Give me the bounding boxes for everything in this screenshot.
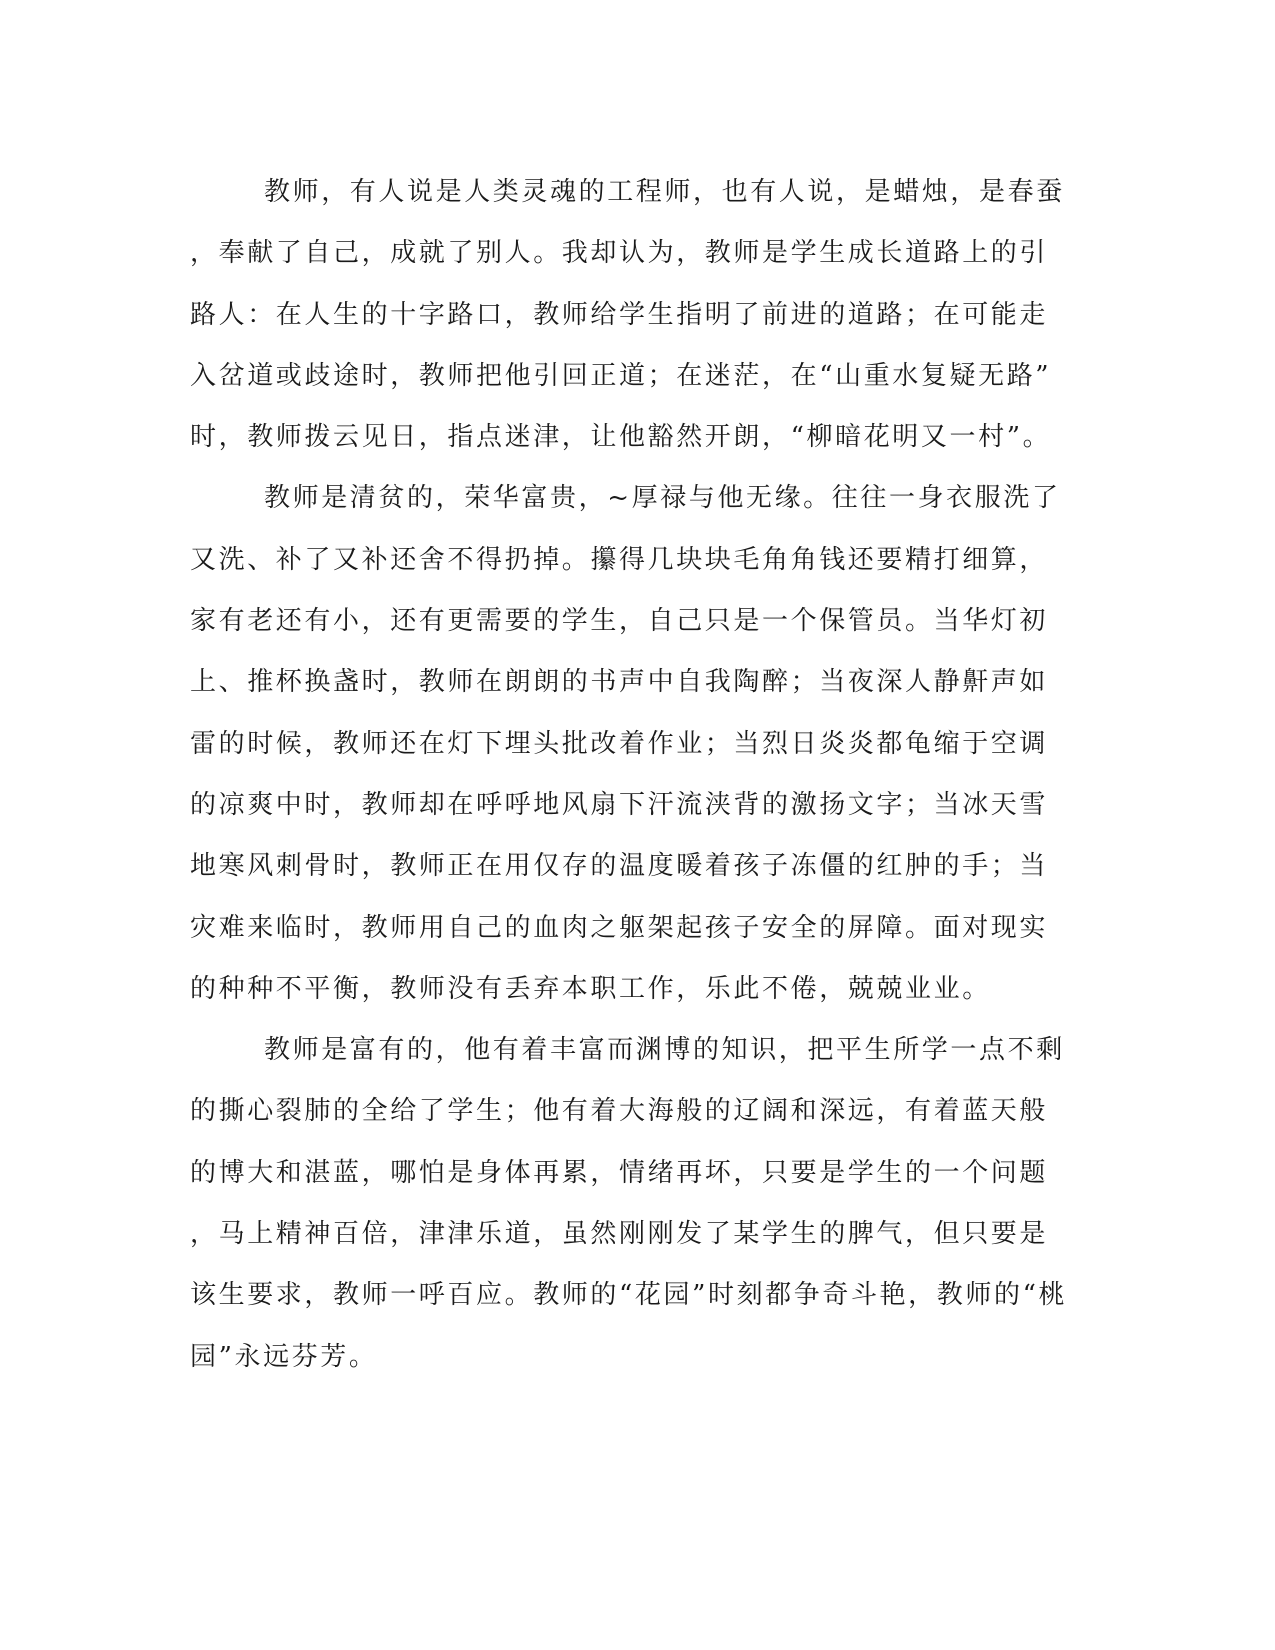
paragraph-line: 家有老还有小，还有更需要的学生，自己只是一个保管员。当华灯初 [190, 606, 1049, 637]
paragraph-line: ，马上精神百倍，津津乐道，虽然刚刚发了某学生的脾气，但只要是 [190, 1219, 1049, 1250]
paragraph-2 [190, 468, 1074, 1020]
paragraph-line: ，奉献了自己，成就了别人。我却认为，教师是学生成长道路上的引 [190, 238, 1049, 269]
paragraph-line: 教师是富有的，他有着丰富而渊博的知识，把平生所学一点不剩 [264, 1035, 1065, 1066]
paragraph-line: 上、推杯换盏时，教师在朗朗的书声中自我陶醉；当夜深人静鼾声如 [190, 667, 1049, 698]
paragraph-1 [190, 162, 1074, 468]
paragraph-line: 的凉爽中时，教师却在呼呼地风扇下汗流浃背的激扬文字；当冰天雪 [190, 789, 1049, 820]
paragraph-line: 灾难来临时，教师用自己的血肉之躯架起孩子安全的屏障。面对现实 [190, 912, 1049, 943]
paragraph-line: 教师是清贫的，荣华富贵，~厚禄与他无缘。往往一身衣服洗了 [264, 483, 1061, 514]
paragraph-line: 入岔道或歧途时，教师把他引回正道；在迷茫，在“山重水复疑无路” [190, 360, 1052, 391]
paragraph-line: 时，教师拨云见日，指点迷津，让他豁然开朗，“柳暗花明又一村”。 [190, 422, 1052, 453]
paragraph-line: 该生要求，教师一呼百应。教师的“花园”时刻都争奇斗艳，教师的“桃 [190, 1280, 1068, 1311]
paragraph-line: 的撕心裂肺的全给了学生；他有着大海般的辽阔和深远，有着蓝天般 [190, 1096, 1049, 1127]
paragraph-line: 路人：在人生的十字路口，教师给学生指明了前进的道路；在可能走 [190, 299, 1049, 330]
paragraph-line: 园”永远芬芳。 [190, 1341, 378, 1372]
paragraph-line: 地寒风刺骨时，教师正在用仅存的温度暖着孩子冻僵的红肿的手；当 [190, 851, 1049, 882]
paragraph-line: 的博大和湛蓝，哪怕是身体再累，情绪再坏，只要是学生的一个问题 [190, 1157, 1049, 1188]
paragraph-line: 雷的时候，教师还在灯下埋头批改着作业；当烈日炎炎都龟缩于空调 [190, 728, 1049, 759]
paragraph-line: 教师，有人说是人类灵魂的工程师，也有人说，是蜡烛，是春蚕 [264, 177, 1065, 207]
paragraph-line: 又洗、补了又补还舍不得扔掉。攥得几块块毛角角钱还要精打细算， [190, 544, 1049, 575]
paragraph-line: 的种种不平衡，教师没有丢弃本职工作，乐此不倦，兢兢业业。 [190, 973, 991, 1004]
essay-body [190, 162, 1074, 1388]
paragraph-3 [190, 1020, 1074, 1388]
